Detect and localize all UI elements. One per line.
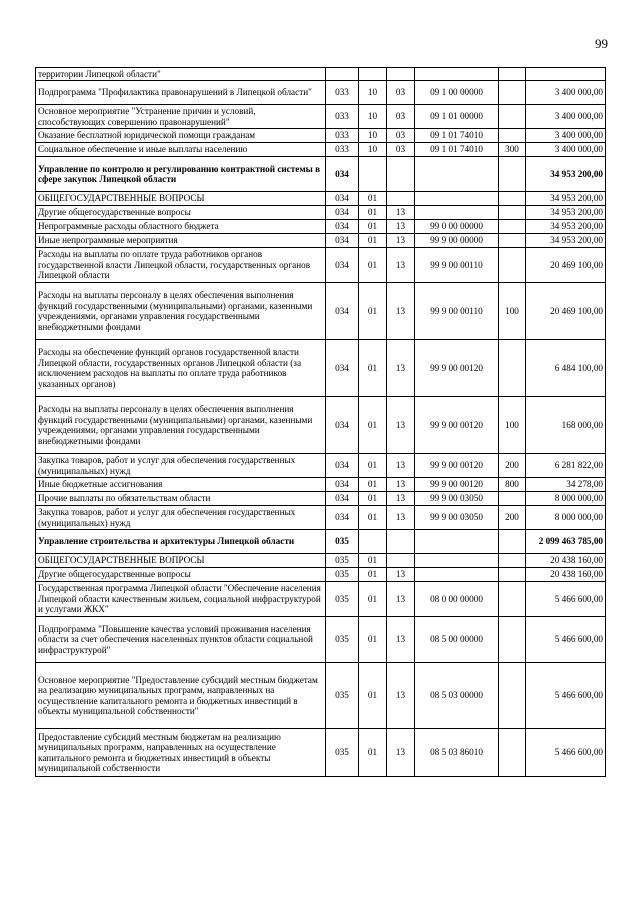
row-rz-cell xyxy=(359,530,387,554)
row-name-cell: Подпрограмма "Повышение качества условий проживания населения области за счет обеспечения населенных пунктов области социальной инфраструктурой" xyxy=(36,617,326,663)
row-rz-cell: 01 xyxy=(359,454,387,478)
row-pr-cell xyxy=(387,530,415,554)
row-pr-cell: 13 xyxy=(387,663,415,729)
row-name-cell: Другие общегосударственные вопросы xyxy=(36,568,326,582)
table-body xyxy=(36,68,606,777)
row-rz-cell: 01 xyxy=(359,478,387,492)
row-rz-cell xyxy=(359,68,387,81)
table-row xyxy=(36,582,606,617)
row-csr-cell: 08 5 03 00000 xyxy=(415,663,499,729)
row-pr-cell: 13 xyxy=(387,283,415,340)
row-name-cell: Другие общегосударственные вопросы xyxy=(36,206,326,220)
row-ved-cell: 034 xyxy=(326,478,359,492)
row-csr-cell: 09 1 01 74010 xyxy=(415,143,499,157)
row-csr-cell: 09 1 01 74010 xyxy=(415,129,499,143)
row-name-cell: Иные бюджетные ассигнования xyxy=(36,478,326,492)
row-rz-cell: 10 xyxy=(359,129,387,143)
row-sum-cell: 5 466 600,00 xyxy=(526,729,606,777)
row-pr-cell: 13 xyxy=(387,568,415,582)
row-name-cell: Основное мероприятие "Предоставление субсидий местным бюджетам на реализацию муниципальных программ, направленных на осуществление капитального ремонта и бюджетных инвестиций в объекты муниципальной собственности" xyxy=(36,663,326,729)
row-sum-cell: 34 953 200,00 xyxy=(526,234,606,248)
row-sum-cell: 8 000 000,00 xyxy=(526,506,606,530)
row-csr-cell xyxy=(415,206,499,220)
row-csr-cell: 99 9 00 00120 xyxy=(415,478,499,492)
row-pr-cell: 13 xyxy=(387,340,415,397)
row-ved-cell: 033 xyxy=(326,105,359,129)
row-rz-cell: 01 xyxy=(359,506,387,530)
row-csr-cell: 99 9 00 00120 xyxy=(415,397,499,454)
row-ved-cell: 035 xyxy=(326,568,359,582)
row-csr-cell: 09 1 00 00000 xyxy=(415,81,499,105)
row-ved-cell: 034 xyxy=(326,157,359,192)
row-csr-cell xyxy=(415,554,499,568)
row-rz-cell: 01 xyxy=(359,582,387,617)
row-pr-cell: 13 xyxy=(387,582,415,617)
row-ved-cell: 034 xyxy=(326,206,359,220)
row-vr-cell: 300 xyxy=(499,143,526,157)
row-rz-cell: 10 xyxy=(359,143,387,157)
row-ved-cell: 034 xyxy=(326,492,359,506)
row-pr-cell: 13 xyxy=(387,478,415,492)
row-ved-cell: 035 xyxy=(326,729,359,777)
row-sum-cell: 3 400 000,00 xyxy=(526,129,606,143)
row-csr-cell xyxy=(415,568,499,582)
row-vr-cell: 200 xyxy=(499,454,526,478)
row-csr-cell xyxy=(415,192,499,206)
row-vr-cell xyxy=(499,340,526,397)
row-rz-cell: 01 xyxy=(359,568,387,582)
table-row xyxy=(36,248,606,283)
row-sum-cell: 8 000 000,00 xyxy=(526,492,606,506)
row-ved-cell: 035 xyxy=(326,617,359,663)
row-ved-cell: 033 xyxy=(326,143,359,157)
row-rz-cell: 01 xyxy=(359,617,387,663)
row-sum-cell: 20 438 160,00 xyxy=(526,554,606,568)
row-name-cell: Закупка товаров, работ и услуг для обеспечения государственных (муниципальных) нужд xyxy=(36,454,326,478)
row-sum-cell: 34 953 200,00 xyxy=(526,220,606,234)
table-row xyxy=(36,340,606,397)
row-csr-cell: 99 9 00 03050 xyxy=(415,506,499,530)
row-pr-cell: 13 xyxy=(387,454,415,478)
row-sum-cell: 3 400 000,00 xyxy=(526,81,606,105)
budget-table xyxy=(35,67,606,777)
row-name-cell: Расходы на выплаты персоналу в целях обеспечения выполнения функций государственными (муниципальными) органами, казенными учреждениями, органами управления государственными внебюджетными фондами xyxy=(36,283,326,340)
row-ved-cell: 034 xyxy=(326,220,359,234)
row-pr-cell: 13 xyxy=(387,220,415,234)
row-ved-cell: 035 xyxy=(326,663,359,729)
row-ved-cell: 034 xyxy=(326,506,359,530)
table-row xyxy=(36,283,606,340)
row-vr-cell xyxy=(499,206,526,220)
row-sum-cell: 5 466 600,00 xyxy=(526,617,606,663)
row-pr-cell xyxy=(387,157,415,192)
row-pr-cell: 13 xyxy=(387,492,415,506)
row-ved-cell: 034 xyxy=(326,234,359,248)
row-sum-cell: 20 469 100,00 xyxy=(526,283,606,340)
row-rz-cell: 01 xyxy=(359,283,387,340)
row-csr-cell xyxy=(415,157,499,192)
row-sum-cell: 3 400 000,00 xyxy=(526,105,606,129)
row-sum-cell: 5 466 600,00 xyxy=(526,582,606,617)
table-row xyxy=(36,105,606,129)
row-vr-cell xyxy=(499,582,526,617)
table-row xyxy=(36,397,606,454)
table-row xyxy=(36,220,606,234)
row-pr-cell: 13 xyxy=(387,248,415,283)
row-rz-cell: 01 xyxy=(359,234,387,248)
row-csr-cell: 08 0 00 00000 xyxy=(415,582,499,617)
row-vr-cell: 100 xyxy=(499,397,526,454)
table-row xyxy=(36,530,606,554)
row-rz-cell xyxy=(359,157,387,192)
row-pr-cell: 03 xyxy=(387,143,415,157)
row-sum-cell: 2 099 463 785,00 xyxy=(526,530,606,554)
row-vr-cell xyxy=(499,248,526,283)
table-row xyxy=(36,234,606,248)
row-vr-cell: 200 xyxy=(499,506,526,530)
row-name-cell: Расходы на выплаты по оплате труда работников органов государственной власти Липецкой области, государственных органов Липецкой области xyxy=(36,248,326,283)
table-row xyxy=(36,568,606,582)
row-ved-cell: 034 xyxy=(326,340,359,397)
row-ved-cell: 033 xyxy=(326,129,359,143)
row-sum-cell: 6 484 100,00 xyxy=(526,340,606,397)
table-row xyxy=(36,206,606,220)
table-row xyxy=(36,68,606,81)
row-ved-cell: 034 xyxy=(326,454,359,478)
table-row xyxy=(36,478,606,492)
row-rz-cell: 01 xyxy=(359,220,387,234)
row-csr-cell: 99 9 00 00120 xyxy=(415,454,499,478)
row-ved-cell: 034 xyxy=(326,248,359,283)
row-vr-cell: 100 xyxy=(499,283,526,340)
row-csr-cell: 99 9 00 00120 xyxy=(415,340,499,397)
row-sum-cell: 34 278,00 xyxy=(526,478,606,492)
row-vr-cell xyxy=(499,81,526,105)
row-name-cell: Расходы на выплаты персоналу в целях обеспечения выполнения функций государственными (муниципальными) органами, казенными учреждениями, органами управления государственными внебюджетными фондами xyxy=(36,397,326,454)
table-row xyxy=(36,506,606,530)
row-csr-cell: 99 9 00 00000 xyxy=(415,234,499,248)
row-sum-cell: 20 438 160,00 xyxy=(526,568,606,582)
table-row xyxy=(36,617,606,663)
row-name-cell: Основное мероприятие "Устранение причин и условий, способствующих совершению правонарушений" xyxy=(36,105,326,129)
row-rz-cell: 01 xyxy=(359,340,387,397)
row-name-cell: Иные непрограммные мероприятия xyxy=(36,234,326,248)
row-pr-cell: 03 xyxy=(387,129,415,143)
row-pr-cell: 03 xyxy=(387,81,415,105)
row-pr-cell xyxy=(387,554,415,568)
row-csr-cell xyxy=(415,68,499,81)
row-csr-cell xyxy=(415,530,499,554)
row-rz-cell: 01 xyxy=(359,554,387,568)
table-row xyxy=(36,554,606,568)
row-sum-cell: 20 469 100,00 xyxy=(526,248,606,283)
row-pr-cell: 13 xyxy=(387,729,415,777)
row-vr-cell xyxy=(499,530,526,554)
row-name-cell: Социальное обеспечение и иные выплаты населению xyxy=(36,143,326,157)
row-ved-cell: 034 xyxy=(326,283,359,340)
row-pr-cell: 13 xyxy=(387,506,415,530)
table-row xyxy=(36,129,606,143)
row-vr-cell xyxy=(499,729,526,777)
row-vr-cell xyxy=(499,105,526,129)
row-csr-cell: 08 5 03 86010 xyxy=(415,729,499,777)
row-sum-cell: 34 953 200,00 xyxy=(526,157,606,192)
row-vr-cell xyxy=(499,157,526,192)
table-row xyxy=(36,192,606,206)
row-csr-cell: 08 5 00 00000 xyxy=(415,617,499,663)
table-row xyxy=(36,663,606,729)
row-pr-cell: 13 xyxy=(387,617,415,663)
row-pr-cell xyxy=(387,192,415,206)
row-vr-cell xyxy=(499,568,526,582)
row-name-cell: Государственная программа Липецкой области "Обеспечение населения Липецкой области качественным жильем, социальной инфраструктурой и услугами ЖКХ" xyxy=(36,582,326,617)
row-name-cell: Предоставление субсидий местным бюджетам на реализацию муниципальных программ, направленных на осуществление капитального ремонта и бюджетных инвестиций в объекты муниципальной собственности xyxy=(36,729,326,777)
row-vr-cell xyxy=(499,234,526,248)
row-sum-cell: 34 953 200,00 xyxy=(526,192,606,206)
row-vr-cell xyxy=(499,492,526,506)
row-name-cell: ОБЩЕГОСУДАРСТВЕННЫЕ ВОПРОСЫ xyxy=(36,554,326,568)
table-row xyxy=(36,143,606,157)
row-name-cell: Подпрограмма "Профилактика правонарушений в Липецкой области" xyxy=(36,81,326,105)
row-vr-cell xyxy=(499,192,526,206)
row-sum-cell xyxy=(526,68,606,81)
table-row xyxy=(36,729,606,777)
row-vr-cell xyxy=(499,129,526,143)
table-row xyxy=(36,492,606,506)
row-vr-cell xyxy=(499,554,526,568)
row-vr-cell xyxy=(499,220,526,234)
row-sum-cell: 5 466 600,00 xyxy=(526,663,606,729)
row-rz-cell: 10 xyxy=(359,105,387,129)
table-row xyxy=(36,81,606,105)
row-name-cell: Прочие выплаты по обязательствам области xyxy=(36,492,326,506)
row-rz-cell: 01 xyxy=(359,206,387,220)
row-name-cell: Управление строительства и архитектуры Липецкой области xyxy=(36,530,326,554)
row-sum-cell: 34 953 200,00 xyxy=(526,206,606,220)
row-ved-cell: 034 xyxy=(326,192,359,206)
table-row xyxy=(36,454,606,478)
row-rz-cell: 01 xyxy=(359,729,387,777)
row-csr-cell: 09 1 01 00000 xyxy=(415,105,499,129)
row-rz-cell: 01 xyxy=(359,492,387,506)
row-vr-cell xyxy=(499,68,526,81)
row-name-cell: Расходы на обеспечение функций органов государственной власти Липецкой области, государственных органов Липецкой области (за исключением расходов на выплаты по оплате труда работников указанных органов) xyxy=(36,340,326,397)
row-ved-cell: 035 xyxy=(326,582,359,617)
row-pr-cell: 13 xyxy=(387,397,415,454)
page-number: 99 xyxy=(595,36,608,51)
row-ved-cell: 035 xyxy=(326,554,359,568)
row-name-cell: Управление по контролю и регулированию контрактной системы в сфере закупок Липецкой области xyxy=(36,157,326,192)
row-name-cell: Закупка товаров, работ и услуг для обеспечения государственных (муниципальных) нужд xyxy=(36,506,326,530)
row-name-cell: Оказание бесплатной юридической помощи гражданам xyxy=(36,129,326,143)
row-ved-cell: 034 xyxy=(326,397,359,454)
row-pr-cell: 13 xyxy=(387,206,415,220)
row-rz-cell: 01 xyxy=(359,248,387,283)
row-ved-cell xyxy=(326,68,359,81)
row-rz-cell: 01 xyxy=(359,397,387,454)
row-pr-cell: 13 xyxy=(387,234,415,248)
row-csr-cell: 99 0 00 00000 xyxy=(415,220,499,234)
row-pr-cell: 03 xyxy=(387,105,415,129)
row-csr-cell: 99 9 00 00110 xyxy=(415,248,499,283)
row-sum-cell: 3 400 000,00 xyxy=(526,143,606,157)
row-rz-cell: 01 xyxy=(359,192,387,206)
row-csr-cell: 99 9 00 00110 xyxy=(415,283,499,340)
row-pr-cell xyxy=(387,68,415,81)
row-name-cell: Непрограммные расходы областного бюджета xyxy=(36,220,326,234)
row-csr-cell: 99 9 00 03050 xyxy=(415,492,499,506)
row-rz-cell: 10 xyxy=(359,81,387,105)
row-ved-cell: 033 xyxy=(326,81,359,105)
row-ved-cell: 035 xyxy=(326,530,359,554)
row-vr-cell: 800 xyxy=(499,478,526,492)
row-vr-cell xyxy=(499,617,526,663)
row-sum-cell: 168 000,00 xyxy=(526,397,606,454)
row-vr-cell xyxy=(499,663,526,729)
row-rz-cell: 01 xyxy=(359,663,387,729)
table-row xyxy=(36,157,606,192)
row-sum-cell: 6 281 822,00 xyxy=(526,454,606,478)
row-name-cell: ОБЩЕГОСУДАРСТВЕННЫЕ ВОПРОСЫ xyxy=(36,192,326,206)
row-name-cell: территории Липецкой области" xyxy=(36,68,326,81)
